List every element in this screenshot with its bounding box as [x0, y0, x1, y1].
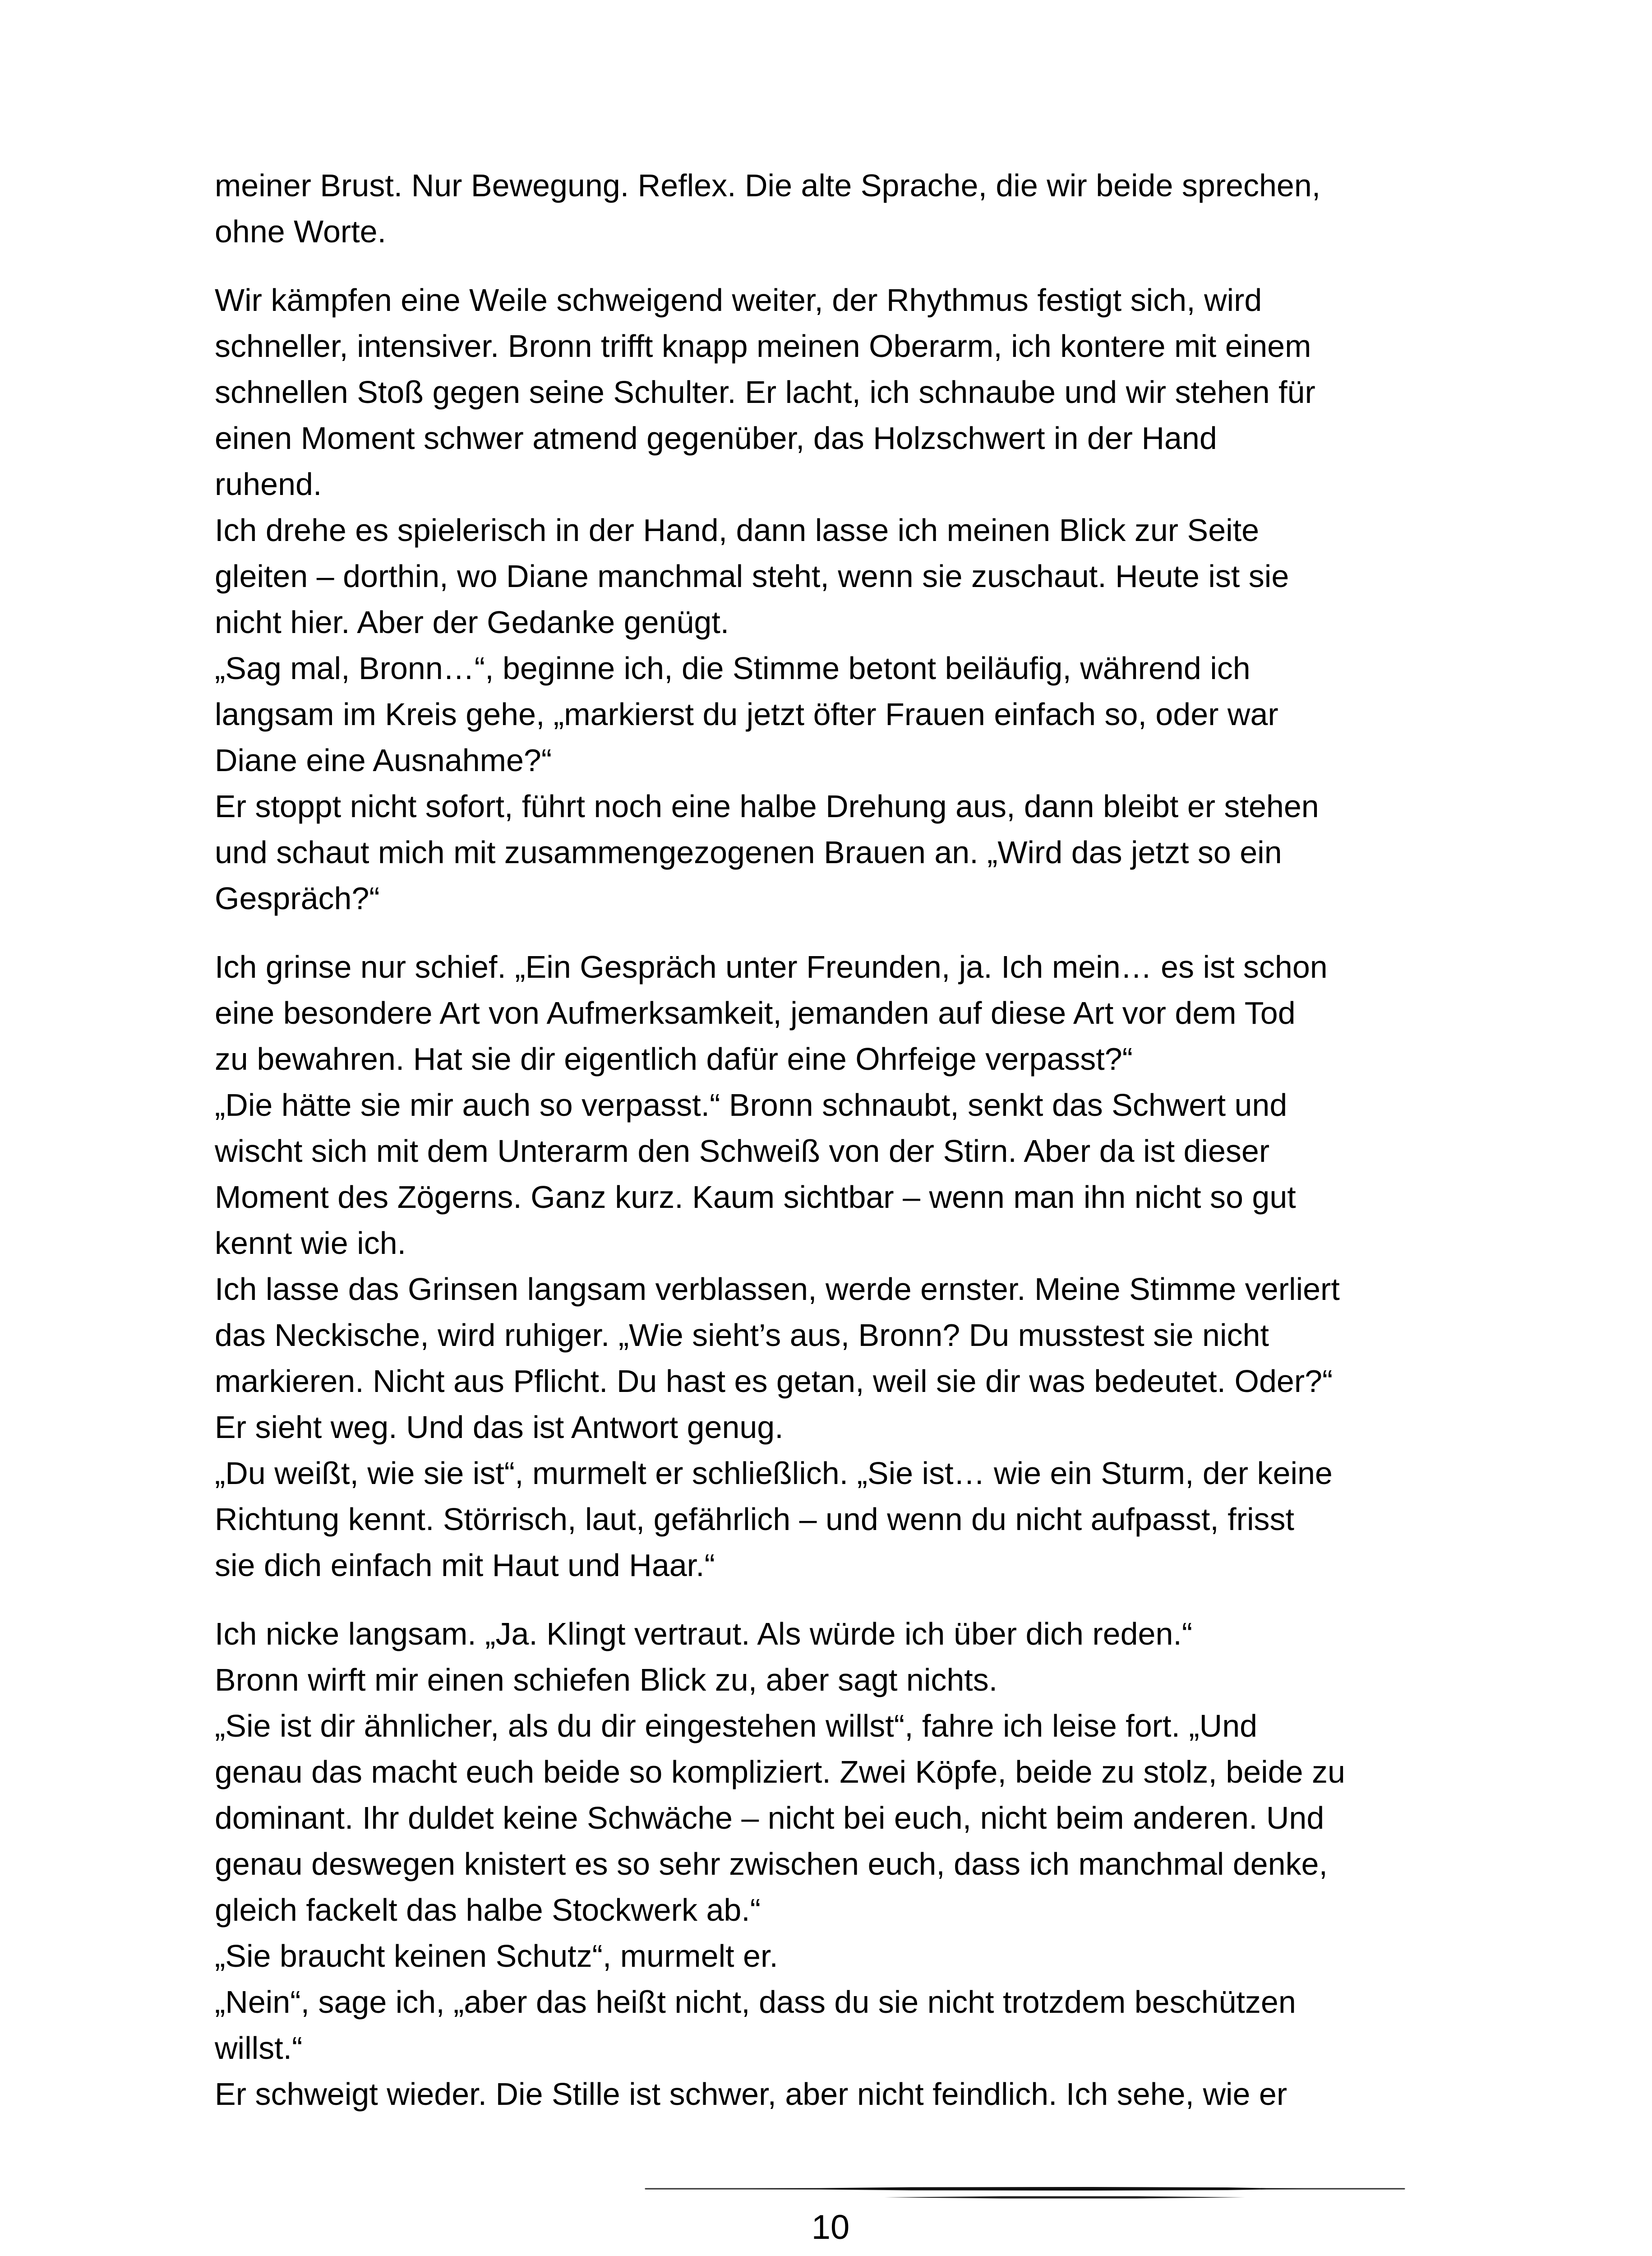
text-line: einen Moment schwer atmend gegenüber, das Holzschwert in der Hand [215, 421, 1217, 456]
divider-lower-stroke [884, 2196, 1245, 2199]
text-line: Diane eine Ausnahme?“ [215, 743, 552, 778]
text-line: eine besondere Art von Aufmerksamkeit, jemanden auf diese Art vor dem Tod [215, 995, 1296, 1031]
text-line: Ich lasse das Grinsen langsam verblassen, werde ernster. Meine Stimme verliert [215, 1271, 1340, 1307]
divider-brush-stroke [749, 2187, 1304, 2191]
text-line: markieren. Nicht aus Pflicht. Du hast es getan, weil sie dir was bedeutet. Oder?“ [215, 1364, 1333, 1399]
paragraph-block [215, 944, 1478, 1588]
paragraph-block [215, 277, 1478, 921]
text-line: Er stoppt nicht sofort, führt noch eine halbe Drehung aus, dann bleibt er stehen [215, 789, 1319, 824]
text-line: sie dich einfach mit Haut und Haar.“ [215, 1548, 715, 1583]
text-line: genau deswegen knistert es so sehr zwischen euch, dass ich manchmal denke, [215, 1846, 1328, 1882]
text-line: gleich fackelt das halbe Stockwerk ab.“ [215, 1892, 761, 1928]
text-line: schnellen Stoß gegen seine Schulter. Er lacht, ich schnaube und wir stehen für [215, 374, 1315, 410]
text-line: schneller, intensiver. Bronn trifft knapp meinen Oberarm, ich kontere mit einem [215, 328, 1311, 364]
text-line: „Nein“, sage ich, „aber das heißt nicht, dass du sie nicht trotzdem beschützen [215, 1984, 1296, 2020]
text-line: Richtung kennt. Störrisch, laut, gefährlich – und wenn du nicht aufpasst, frisst [215, 1502, 1294, 1537]
text-line: Wir kämpfen eine Weile schweigend weiter, der Rhythmus festigt sich, wird [215, 282, 1262, 318]
text-line: Gespräch?“ [215, 881, 380, 916]
body-text [215, 162, 1478, 2117]
text-line: gleiten – dorthin, wo Diane manchmal steht, wenn sie zuschaut. Heute ist sie [215, 559, 1289, 594]
text-line: Ich grinse nur schief. „Ein Gespräch unter Freunden, ja. Ich mein… es ist schon [215, 949, 1328, 985]
text-line: Bronn wirft mir einen schiefen Blick zu, aber sagt nichts. [215, 1662, 998, 1697]
text-line: meiner Brust. Nur Bewegung. Reflex. Die alte Sprache, die wir beide sprechen, [215, 168, 1321, 203]
text-line: „Du weißt, wie sie ist“, murmelt er schließlich. „Sie ist… wie ein Sturm, der keine [215, 1456, 1333, 1491]
text-line: „Sie braucht keinen Schutz“, murmelt er. [215, 1938, 778, 1974]
text-line: zu bewahren. Hat sie dir eigentlich dafür eine Ohrfeige verpasst?“ [215, 1041, 1133, 1077]
text-line: das Neckische, wird ruhiger. „Wie sieht’s aus, Bronn? Du musstest sie nicht [215, 1318, 1269, 1353]
text-line: Er sieht weg. Und das ist Antwort genug. [215, 1410, 784, 1445]
text-line: dominant. Ihr duldet keine Schwäche – nicht bei euch, nicht beim anderen. Und [215, 1800, 1324, 1835]
text-line: Moment des Zögerns. Ganz kurz. Kaum sichtbar – wenn man ihn nicht so gut [215, 1179, 1296, 1215]
text-line: „Sag mal, Bronn…“, beginne ich, die Stimme betont beiläufig, während ich [215, 651, 1251, 686]
paragraph-block [215, 1611, 1478, 2117]
text-line: Er schweigt wieder. Die Stille ist schwer, aber nicht feindlich. Ich sehe, wie er [215, 2076, 1287, 2112]
text-line: langsam im Kreis gehe, „markierst du jetzt öfter Frauen einfach so, oder war [215, 697, 1278, 732]
text-line: und schaut mich mit zusammengezogenen Brauen an. „Wird das jetzt so ein [215, 835, 1282, 870]
text-line: „Sie ist dir ähnlicher, als du dir eingestehen willst“, fahre ich leise fort. „Und [215, 1708, 1258, 1743]
text-line: ohne Worte. [215, 214, 387, 249]
text-line: genau das macht euch beide so kompliziert. Zwei Köpfe, beide zu stolz, beide zu [215, 1754, 1345, 1789]
text-line: Ich nicke langsam. „Ja. Klingt vertraut. Als würde ich über dich reden.“ [215, 1616, 1193, 1651]
text-line: Ich drehe es spielerisch in der Hand, dann lasse ich meinen Blick zur Seite [215, 513, 1260, 548]
footer-divider [641, 2179, 1412, 2206]
paragraph-block [215, 162, 1478, 254]
text-line: wischt sich mit dem Unterarm den Schweiß von der Stirn. Aber da ist dieser [215, 1133, 1270, 1169]
text-line: kennt wie ich. [215, 1225, 406, 1261]
text-line: willst.“ [215, 2030, 303, 2066]
page-number: 10 [811, 2208, 850, 2247]
text-line: nicht hier. Aber der Gedanke genügt. [215, 605, 729, 640]
text-line: „Die hätte sie mir auch so verpasst.“ Bronn schnaubt, senkt das Schwert und [215, 1087, 1287, 1123]
text-line: ruhend. [215, 467, 322, 502]
